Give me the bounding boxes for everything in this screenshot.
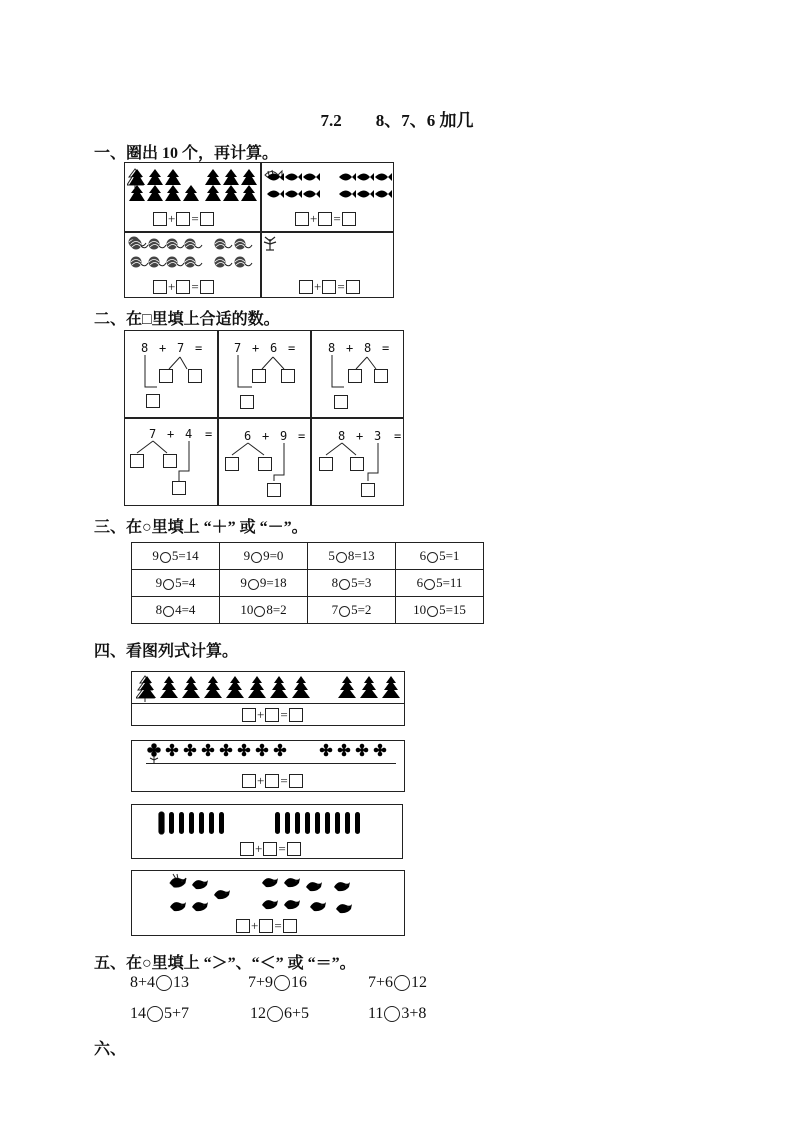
answer-box[interactable] bbox=[153, 280, 167, 294]
section-2-heading: 二、在□里填上合适的数。 bbox=[94, 311, 280, 328]
answer-box[interactable] bbox=[318, 212, 332, 226]
q5-item: 8+4 13 bbox=[130, 974, 190, 991]
q4-picture-3 bbox=[131, 804, 403, 859]
q3-item: 10 5=15 bbox=[396, 597, 484, 624]
answer-box[interactable] bbox=[283, 919, 297, 933]
answer-box[interactable] bbox=[289, 708, 303, 722]
q2-operator: + bbox=[356, 429, 364, 443]
answer-circle[interactable] bbox=[163, 579, 174, 590]
answer-box[interactable] bbox=[242, 774, 256, 788]
q2-equals: = bbox=[288, 341, 296, 355]
bird-icons bbox=[168, 873, 368, 919]
answer-circle[interactable] bbox=[394, 975, 410, 991]
fish-icons bbox=[263, 167, 393, 205]
q3-item: 6 5=11 bbox=[396, 570, 484, 597]
answer-box[interactable] bbox=[225, 457, 239, 471]
answer-box[interactable] bbox=[188, 369, 202, 383]
answer-box[interactable] bbox=[259, 919, 273, 933]
table-row bbox=[132, 570, 484, 597]
q1-grid bbox=[124, 162, 394, 298]
pine-tree-icons bbox=[136, 674, 402, 704]
q2-addend-a: 8 bbox=[338, 429, 346, 443]
q3-item: 9 5=4 bbox=[132, 570, 220, 597]
answer-box[interactable] bbox=[346, 280, 360, 294]
flower-icons bbox=[146, 743, 396, 765]
q2-equals: = bbox=[394, 429, 402, 443]
answer-box[interactable] bbox=[252, 369, 266, 383]
q2-cell-2 bbox=[218, 331, 310, 417]
q3-item: 9 9=18 bbox=[220, 570, 308, 597]
plant-icons bbox=[263, 235, 393, 273]
answer-circle[interactable] bbox=[339, 606, 350, 617]
answer-box[interactable] bbox=[130, 454, 144, 468]
q2-operator: + bbox=[167, 427, 175, 441]
section-4-heading: 四、看图列式计算。 bbox=[94, 643, 239, 660]
q2-operator: + bbox=[346, 341, 354, 355]
tree-icons bbox=[127, 167, 259, 205]
q5-item: 14 5+7 bbox=[130, 1005, 190, 1022]
answer-box[interactable] bbox=[176, 280, 190, 294]
q2-equals: = bbox=[382, 341, 390, 355]
answer-box[interactable] bbox=[265, 774, 279, 788]
q4-equation-4: + = bbox=[236, 918, 297, 934]
answer-circle[interactable] bbox=[267, 1006, 283, 1022]
q2-addend-b: 3 bbox=[374, 429, 382, 443]
answer-box[interactable] bbox=[200, 212, 214, 226]
q3-table bbox=[131, 542, 484, 624]
q4-equation-1: + = bbox=[242, 707, 303, 723]
section-6-heading: 六、 bbox=[94, 1041, 127, 1058]
q1-equation-4: + = bbox=[299, 279, 360, 295]
answer-circle[interactable] bbox=[336, 552, 347, 563]
answer-circle[interactable] bbox=[427, 552, 438, 563]
answer-circle[interactable] bbox=[160, 552, 171, 563]
q2-cell-5 bbox=[218, 419, 310, 505]
answer-box[interactable] bbox=[374, 369, 388, 383]
answer-box[interactable] bbox=[281, 369, 295, 383]
q2-addend-b: 9 bbox=[280, 429, 288, 443]
section-1-heading: 一、圈出 10 个，再计算。 bbox=[94, 145, 279, 162]
q2-cell-4 bbox=[125, 419, 217, 505]
q3-item: 9 5=14 bbox=[132, 543, 220, 570]
answer-box[interactable] bbox=[263, 842, 277, 856]
answer-circle[interactable] bbox=[147, 1006, 163, 1022]
q2-equals: = bbox=[195, 341, 203, 355]
q2-addend-a: 8 bbox=[328, 341, 336, 355]
q2-cell-6 bbox=[312, 419, 404, 505]
q2-addend-a: 7 bbox=[234, 341, 242, 355]
q2-addend-b: 8 bbox=[364, 341, 372, 355]
yarn-ball-icons bbox=[127, 235, 259, 273]
answer-box[interactable] bbox=[299, 280, 313, 294]
answer-box[interactable] bbox=[348, 369, 362, 383]
section-5-heading: 五、在○里填上 “＞”、“＜” 或 “＝”。 bbox=[94, 955, 356, 972]
table-row bbox=[132, 597, 484, 624]
answer-box[interactable] bbox=[159, 369, 173, 383]
answer-box[interactable] bbox=[334, 395, 348, 409]
answer-circle[interactable] bbox=[163, 606, 174, 617]
q3-item: 5 8=13 bbox=[308, 543, 396, 570]
q5-item: 12 6+5 bbox=[250, 1005, 310, 1022]
section-3-heading: 三、在○里填上 “＋” 或 “－”。 bbox=[94, 519, 308, 536]
q2-addend-b: 7 bbox=[177, 341, 185, 355]
answer-circle[interactable] bbox=[427, 606, 438, 617]
answer-box[interactable] bbox=[295, 212, 309, 226]
q4-picture-2 bbox=[131, 740, 405, 792]
q2-addend-a: 8 bbox=[141, 341, 149, 355]
page-title: 7.2 8、7、6 加几 bbox=[320, 111, 474, 130]
answer-box[interactable] bbox=[240, 842, 254, 856]
answer-box[interactable] bbox=[361, 483, 375, 497]
q2-addend-b: 6 bbox=[270, 341, 278, 355]
q2-addend-a: 7 bbox=[149, 427, 157, 441]
answer-circle[interactable] bbox=[251, 552, 262, 563]
answer-box[interactable] bbox=[258, 457, 272, 471]
answer-box[interactable] bbox=[265, 708, 279, 722]
answer-box[interactable] bbox=[200, 280, 214, 294]
q2-addend-a: 6 bbox=[244, 429, 252, 443]
q2-grid bbox=[124, 330, 404, 506]
answer-box[interactable] bbox=[287, 842, 301, 856]
q2-equals: = bbox=[298, 429, 306, 443]
answer-box[interactable] bbox=[176, 212, 190, 226]
answer-box[interactable] bbox=[236, 919, 250, 933]
answer-box[interactable] bbox=[342, 212, 356, 226]
answer-circle[interactable] bbox=[384, 1006, 400, 1022]
answer-circle[interactable] bbox=[156, 975, 172, 991]
answer-box[interactable] bbox=[240, 395, 254, 409]
stick-icons bbox=[158, 811, 378, 837]
q3-item: 6 5=1 bbox=[396, 543, 484, 570]
answer-circle[interactable] bbox=[424, 579, 435, 590]
answer-box[interactable] bbox=[172, 481, 186, 495]
answer-box[interactable] bbox=[350, 457, 364, 471]
answer-circle[interactable] bbox=[339, 579, 350, 590]
answer-box[interactable] bbox=[153, 212, 167, 226]
q5-item: 7+9 16 bbox=[248, 974, 308, 991]
q2-operator: + bbox=[159, 341, 167, 355]
q3-item: 8 5=3 bbox=[308, 570, 396, 597]
q4-picture-1 bbox=[131, 671, 405, 726]
q2-addend-b: 4 bbox=[185, 427, 193, 441]
q4-picture-4 bbox=[131, 870, 405, 936]
q4-equation-2: + = bbox=[242, 773, 303, 789]
answer-circle[interactable] bbox=[254, 606, 265, 617]
q2-cell-1 bbox=[125, 331, 217, 417]
answer-box[interactable] bbox=[163, 454, 177, 468]
q3-item: 9 9=0 bbox=[220, 543, 308, 570]
q2-equals: = bbox=[205, 427, 213, 441]
answer-box[interactable] bbox=[146, 394, 160, 408]
q3-item: 7 5=2 bbox=[308, 597, 396, 624]
q2-operator: + bbox=[252, 341, 260, 355]
answer-circle[interactable] bbox=[274, 975, 290, 991]
q5-item: 11 3+8 bbox=[368, 1005, 427, 1022]
q2-cell-3 bbox=[312, 331, 404, 417]
answer-box[interactable] bbox=[289, 774, 303, 788]
q1-equation-2: + = bbox=[295, 211, 356, 227]
q3-item: 10 8=2 bbox=[220, 597, 308, 624]
q3-item: 8 4=4 bbox=[132, 597, 220, 624]
answer-circle[interactable] bbox=[248, 579, 259, 590]
answer-box[interactable] bbox=[322, 280, 336, 294]
answer-box[interactable] bbox=[267, 483, 281, 497]
answer-box[interactable] bbox=[319, 457, 333, 471]
q4-equation-3: + = bbox=[240, 841, 301, 857]
q2-operator: + bbox=[262, 429, 270, 443]
answer-box[interactable] bbox=[242, 708, 256, 722]
q1-equation-3: + = bbox=[153, 279, 214, 295]
q5-item: 7+6 12 bbox=[368, 974, 428, 991]
q1-equation-1: + = bbox=[153, 211, 214, 227]
table-row bbox=[132, 543, 484, 570]
